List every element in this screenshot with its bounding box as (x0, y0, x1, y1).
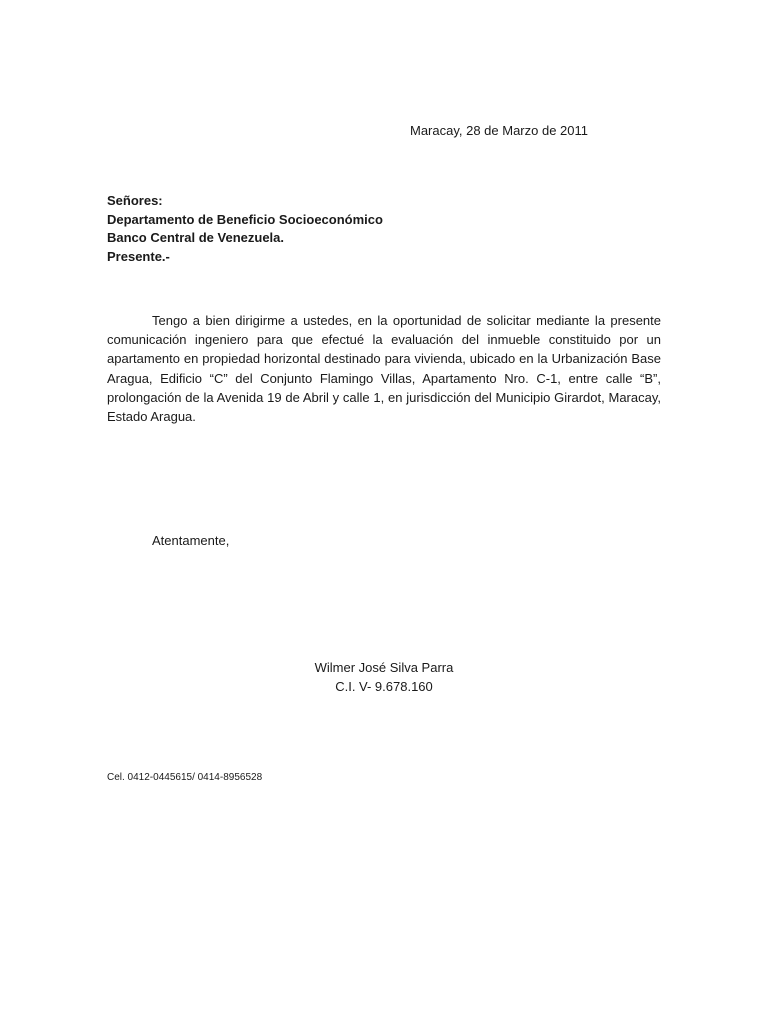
addressee-presente: Presente.- (107, 248, 170, 264)
addressee-salutation: Señores: (107, 193, 163, 208)
signature-name: Wilmer José Silva Parra (314, 660, 454, 675)
letter-body: Tengo a bien dirigirme a ustedes, en la oportunidad de solicitar mediante la presente comunicación ingeniero para que efectué la evaluación del inmueble constituido por un apartamento en propiedad horizontal destinado para vivienda, ubicado en la Urbanización Base Aragua, Edificio “C” del Conjunto Flamingo Villas, Apartamento Nro. C-1, entre calle “B”, prolongación de la Avenida 19 de Abril y calle 1, en jurisdicción del Municipio Girardot, Maracay, Estado Aragua. (107, 313, 661, 425)
addressee-department: Departamento de Beneficio Socioeconómico (107, 211, 383, 227)
addressee-bank: Banco Central de Venezuela. (107, 230, 285, 245)
letter-closing: Atentamente, (152, 533, 230, 548)
signature-block (284, 658, 484, 696)
signature-id: C.I. V- 9.678.160 (335, 679, 433, 694)
letter-date: Maracay, 28 de Marzo de 2011 (410, 123, 589, 138)
contact-phones: Cel. 0412-0445615/ 0414-8956528 (107, 772, 263, 783)
addressee-block (107, 192, 383, 266)
